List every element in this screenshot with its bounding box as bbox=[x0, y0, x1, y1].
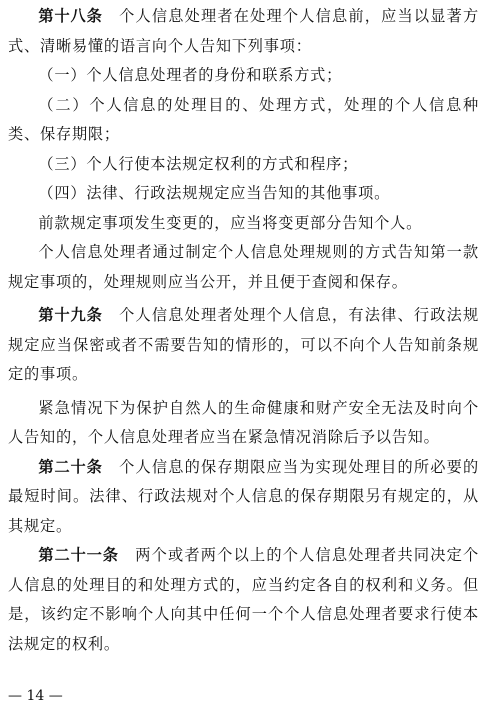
article-21-paragraph bbox=[8, 541, 479, 659]
article-18-item-1: （一）个人信息处理者的身份和联系方式； bbox=[38, 66, 343, 84]
article-20-paragraph bbox=[8, 453, 479, 542]
article-18-item-3: （三）个人行使本法规定权利的方式和程序； bbox=[38, 154, 359, 173]
article-19-paragraph bbox=[8, 301, 479, 390]
article-18-text: 个人信息处理者在处理个人信息前，应当以显著方式、清晰易懂的语言向个人告知下列事项： bbox=[8, 7, 479, 55]
article-19-emergency-paragraph: 紧急情况下为保护自然人的生命健康和财产安全无法及时向个人告知的，个人信息处理者应当在紧急情况消除后予以告知。 bbox=[8, 398, 479, 446]
article-19-heading: 第十九条 bbox=[38, 306, 103, 324]
article-18-heading: 第十八条 bbox=[38, 7, 103, 25]
article-20-text: 个人信息的保存期限应当为实现处理目的所必要的最短时间。法律、行政法规对个人信息的保存期限另有规定的，从其规定。 bbox=[8, 457, 479, 535]
article-18-item-2: （二）个人信息的处理目的、处理方式，处理的个人信息种类、保存期限； bbox=[8, 95, 479, 143]
article-18-change-paragraph: 前款规定事项发生变更的，应当将变更部分告知个人。 bbox=[38, 213, 423, 232]
article-21-heading: 第二十一条 bbox=[38, 546, 119, 564]
article-21-text: 两个或者两个以上的个人信息处理者共同决定个人信息的处理目的和处理方式的，应当约定各自的权利和义务。但是，该约定不影响个人向其中任何一个个人信息处理者要求行使本法规定的权利。 bbox=[8, 546, 479, 653]
article-18-rules-paragraph: 个人信息处理者通过制定个人信息处理规则的方式告知第一款规定事项的，处理规则应当公开，并且便于查阅和保存。 bbox=[8, 243, 479, 291]
article-18-paragraph bbox=[8, 2, 479, 61]
article-20-heading: 第二十条 bbox=[38, 457, 103, 476]
article-19-text: 个人信息处理者处理个人信息，有法律、行政法规规定应当保密或者不需要告知的情形的，可以不向个人告知前条规定的事项。 bbox=[8, 306, 479, 383]
page-number: — 14 — bbox=[8, 688, 63, 704]
article-18-item-4: （四）法律、行政法规规定应当告知的其他事项。 bbox=[38, 184, 391, 202]
